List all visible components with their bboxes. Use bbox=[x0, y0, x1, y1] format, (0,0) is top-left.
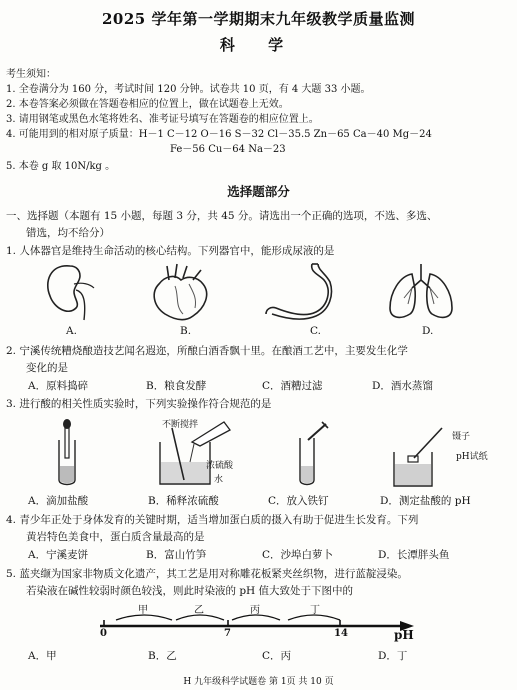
q1-label: C. bbox=[310, 325, 321, 337]
ph-region-label: 丁 bbox=[310, 605, 320, 616]
q2-option: B．粮食发酵 bbox=[146, 380, 207, 392]
q4-option: C．沙埠白萝卜 bbox=[262, 549, 334, 561]
q2-option: A．原料捣碎 bbox=[28, 380, 89, 392]
page-footer: H 九年级科学试题卷 第 1页 共 10 页 bbox=[183, 677, 334, 687]
note-item: 1. 全卷满分为 160 分，考试时间 120 分钟。试卷共 10 页，有 4 大题 33 小题。 bbox=[6, 84, 371, 95]
q3-option: A．滴加盐酸 bbox=[28, 495, 89, 507]
q1-label: D. bbox=[422, 325, 434, 337]
heart-icon bbox=[145, 262, 215, 324]
q2-option: D．酒水蒸馏 bbox=[372, 380, 433, 392]
q3-option: C．放入铁钉 bbox=[268, 495, 329, 507]
question-4-stem: 4. 青少年正处于身体发育的关键时期，适当增加蛋白质的摄入有助于促进生长发育。下列 bbox=[6, 514, 419, 526]
acid-label: 浓硫酸 bbox=[206, 461, 234, 471]
notes-heading: 考生须知： bbox=[6, 69, 56, 80]
q1-label: B. bbox=[180, 325, 192, 337]
q2-option: C．酒糟过滤 bbox=[262, 380, 323, 392]
stir-label: 不断搅拌 bbox=[162, 420, 199, 430]
ph-tick-label: 0 bbox=[100, 628, 107, 639]
note-item: 5. 本卷 g 取 10N/kg 。 bbox=[6, 161, 116, 172]
ph-test-icon bbox=[388, 418, 448, 490]
ph-region-label: 甲 bbox=[138, 605, 148, 616]
q4-option: A．宁溪麦饼 bbox=[28, 549, 89, 561]
ph-region-label: 乙 bbox=[194, 605, 204, 616]
q4-option: B．富山竹笋 bbox=[146, 549, 207, 561]
question-2-stem: 2. 宁溪传统糟烧酿造技艺闻名遐迩，所酿白酒香飘十里。在酿酒工艺中，主要发生化学 bbox=[6, 345, 408, 357]
iron-nail-tube-icon bbox=[292, 418, 332, 490]
question-5-stem: 5. 蓝夹缬为国家非物质文化遗产，其工艺是用对称雕花板紧夹丝织物，进行蓝靛浸染。 bbox=[6, 568, 408, 580]
tweezers-label: 镊子 bbox=[452, 432, 471, 442]
q1-label: A. bbox=[66, 325, 77, 337]
question-5-stem: 若染液在碱性较弱时颜色较浅，则此时染液的 pH 值大致处于下图中的 bbox=[26, 585, 354, 597]
water-label: 水 bbox=[214, 475, 224, 485]
ph-paper-label: pH试纸 bbox=[456, 452, 488, 462]
subject-title: 科 学 bbox=[219, 36, 298, 54]
question-2-stem: 变化的是 bbox=[26, 362, 68, 374]
q5-option: A．甲 bbox=[28, 650, 57, 662]
note-item: 3. 请用钢笔或黑色水笔将姓名、准考证号填写在答题卷的相应位置上。 bbox=[6, 114, 319, 125]
lungs-icon bbox=[384, 262, 458, 324]
question-3-stem: 3. 进行酸的相关性质实验时，下列实验操作符合规范的是 bbox=[6, 398, 272, 410]
question-4-stem: 黄岩特色美食中，蛋白质含量最高的是 bbox=[26, 531, 205, 543]
q5-option: C．丙 bbox=[262, 650, 292, 662]
q3-option: B．稀释浓硫酸 bbox=[148, 495, 219, 507]
exam-title: 2025 学年第一学期期末九年级教学质量监测 bbox=[102, 10, 415, 28]
ph-region-label: 丙 bbox=[250, 605, 260, 616]
kidney-icon bbox=[40, 262, 100, 324]
note-item: 2. 本卷答案必须做在答题卷相应的位置上，做在试题卷上无效。 bbox=[6, 99, 289, 110]
ph-axis-label: pH bbox=[394, 628, 414, 642]
q3-option: D．测定盐酸的 pH bbox=[380, 495, 471, 507]
dropper-test-tube-icon bbox=[52, 418, 82, 488]
q4-option: D．长潭胖头鱼 bbox=[378, 549, 450, 561]
section-intro: 错选，均不给分） bbox=[26, 227, 110, 239]
ph-tick-label: 14 bbox=[334, 628, 348, 639]
q5-option: B．乙 bbox=[148, 650, 177, 662]
section-intro: 一、选择题（本题有 15 小题，每题 3 分，共 45 分。请选出一个正确的选项，不选、多选、 bbox=[6, 210, 438, 222]
note-item: Fe－56 Cu－64 Na－23 bbox=[170, 144, 286, 155]
ph-tick-label: 7 bbox=[224, 628, 231, 639]
stomach-icon bbox=[262, 262, 336, 324]
section-title: 选择题部分 bbox=[227, 184, 290, 199]
question-1-stem: 1. 人体器官是维持生命活动的核心结构。下列器官中，能形成尿液的是 bbox=[6, 245, 335, 257]
note-item: 4. 可能用到的相对原子质量：H－1 C－12 O－16 S－32 Cl－35.5 Zn－65 Ca－40 Mg－24 bbox=[6, 129, 432, 140]
q5-option: D．丁 bbox=[378, 650, 408, 662]
